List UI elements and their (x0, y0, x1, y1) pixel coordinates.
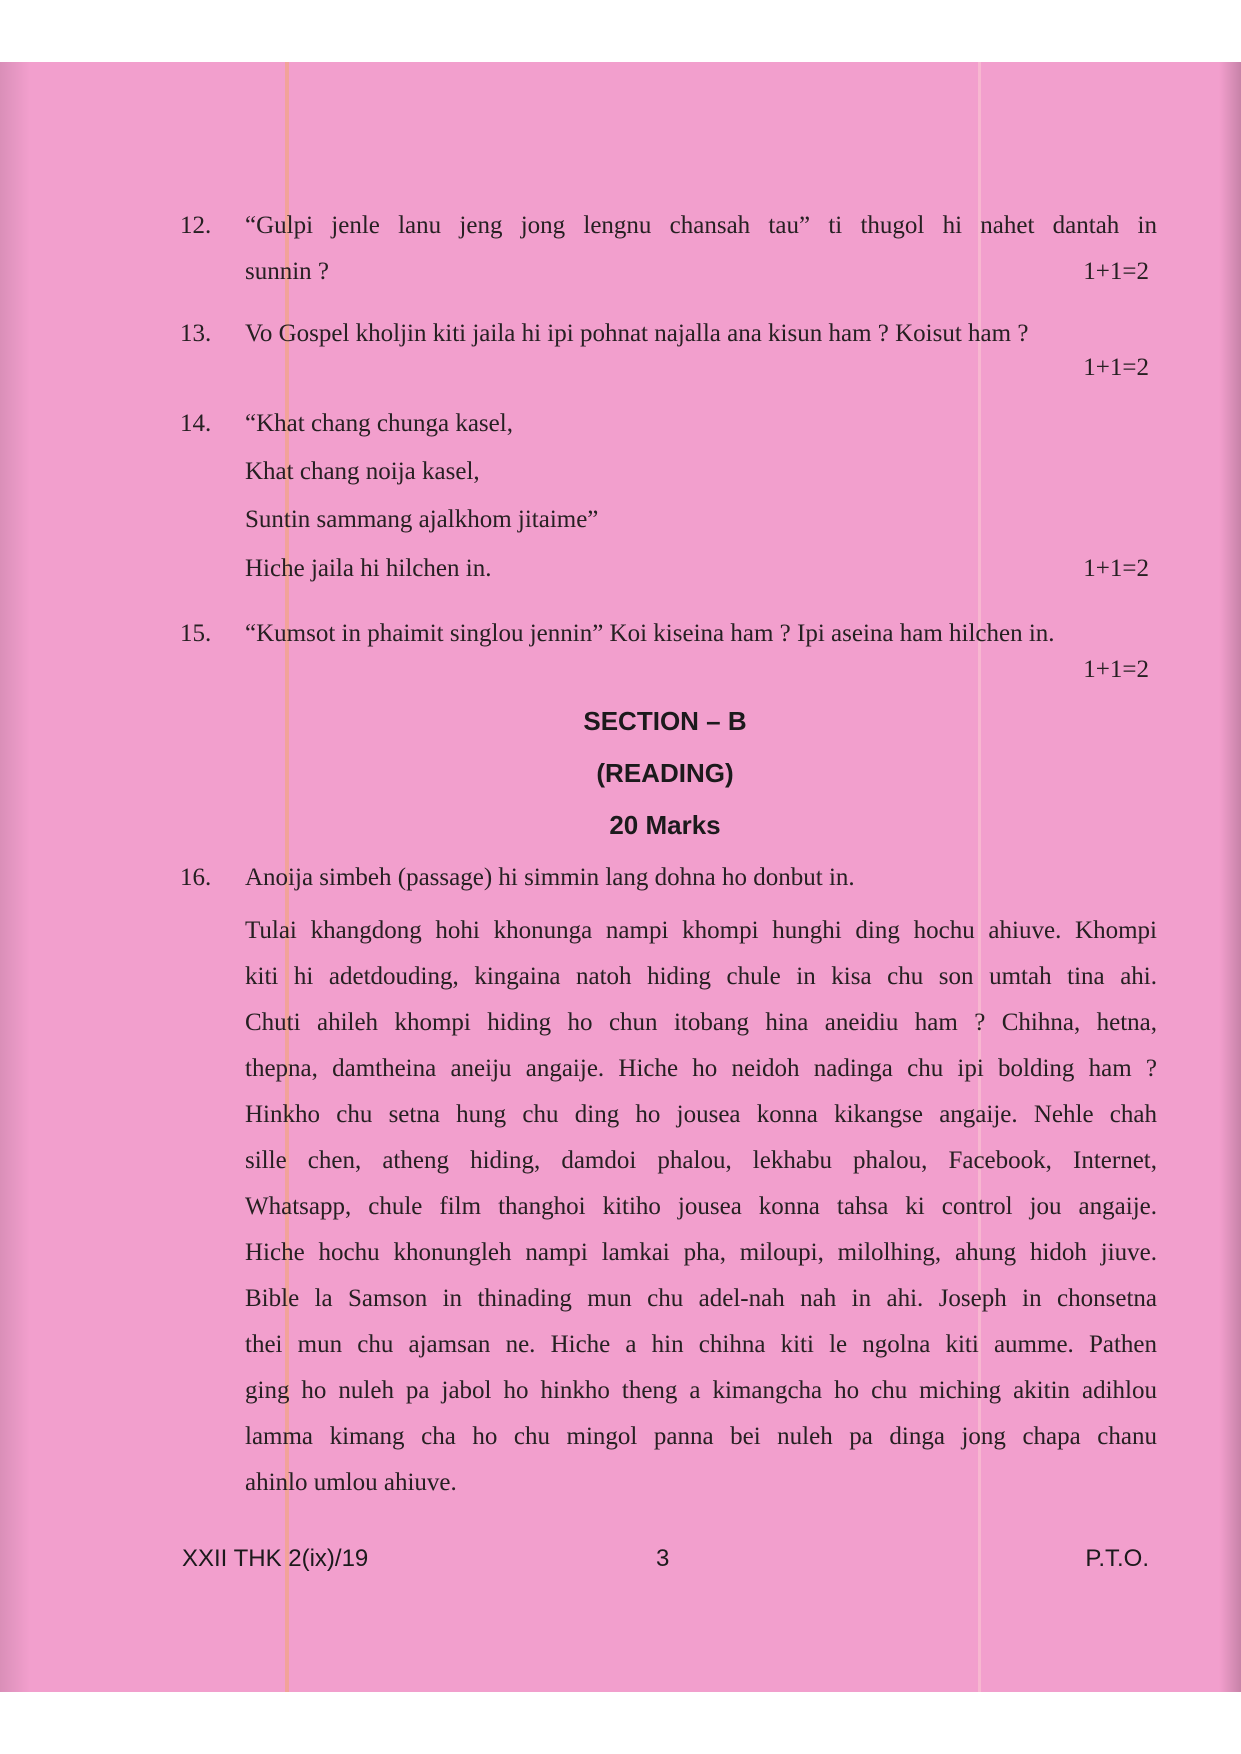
section-title: SECTION – B (583, 706, 747, 736)
passage-line: Tulai khangdong hohi khonunga nampi khompi hunghi ding hochu ahiuve. Khompi (245, 917, 1157, 944)
question-text-line: Vo Gospel kholjin kiti jaila hi ipi pohnat najalla ana kisun ham ? Koisut ham ? (245, 320, 1029, 347)
question-number: 15. (180, 620, 212, 647)
passage-line: sille chen, atheng hiding, damdoi phalou, lekhabu phalou, Facebook, Internet, (245, 1147, 1157, 1174)
passage-line: kiti hi adetdouding, kingaina natoh hiding chule in kisa chu son umtah tina ahi. (245, 963, 1157, 990)
question-number: 12. (180, 212, 212, 239)
question-marks: 1+1=2 (1083, 354, 1149, 381)
question-number: 16. (180, 864, 212, 891)
question-marks: 1+1=2 (1083, 656, 1149, 683)
passage-line: lamma kimang cha ho chu mingol panna bei nuleh pa dinga jong chapa chanu (245, 1423, 1157, 1450)
reading-passage (245, 908, 1157, 1506)
passage-line: Bible la Samson in thinading mun chu adel-nah nah in ahi. Joseph in chonsetna (245, 1285, 1157, 1312)
page-number: 3 (656, 1545, 670, 1572)
question-marks: 1+1=2 (1083, 555, 1149, 582)
poem-line: Khat chang noija kasel, (245, 458, 480, 485)
page-edge-shadow-right (1219, 62, 1241, 1692)
poem-line: Suntin sammang ajalkhom jitaime” (245, 506, 599, 533)
question-instruction: Anoija simbeh (passage) hi simmin lang dohna ho donbut in. (245, 864, 855, 891)
page-edge-shadow-left (0, 62, 30, 1692)
question-number: 13. (180, 320, 212, 347)
question-text-line: Hiche jaila hi hilchen in. (245, 555, 492, 582)
passage-line: Chuti ahileh khompi hiding ho chun itobang hina aneidiu ham ? Chihna, hetna, (245, 1009, 1157, 1036)
question-number: 14. (180, 410, 212, 437)
section-subtitle: (READING) (596, 758, 734, 788)
poem-line: “Khat chang chunga kasel, (245, 410, 513, 437)
passage-line: ahinlo umlou ahiuve. (245, 1469, 457, 1496)
question-text-line: sunnin ? (245, 258, 330, 285)
question-marks: 1+1=2 (1083, 258, 1149, 285)
please-turn-over: P.T.O. (1085, 1545, 1149, 1572)
passage-line: Whatsapp, chule film thanghoi kitiho jousea konna tahsa ki control jou angaije. (245, 1193, 1157, 1220)
paper-code: XXII THK 2(ix)/19 (182, 1545, 369, 1572)
passage-line: ging ho nuleh pa jabol ho hinkho theng a kimangcha ho chu miching akitin adihlou (245, 1377, 1157, 1404)
passage-line: thepna, damtheina aneiju angaije. Hiche ho neidoh nadinga chu ipi bolding ham ? (245, 1055, 1157, 1082)
section-marks: 20 Marks (609, 810, 721, 840)
passage-line: Hiche hochu khonungleh nampi lamkai pha, miloupi, milolhing, ahung hidoh jiuve. (245, 1239, 1157, 1266)
question-text-line: “Gulpi jenle lanu jeng jong lengnu chansah tau” ti thugol hi nahet dantah in (245, 212, 1157, 239)
passage-line: thei mun chu ajamsan ne. Hiche a hin chihna kiti le ngolna kiti aumme. Pathen (245, 1331, 1157, 1358)
question-text-line: “Kumsot in phaimit singlou jennin” Koi kiseina ham ? Ipi aseina ham hilchen in. (245, 620, 1055, 647)
passage-line: Hinkho chu setna hung chu ding ho jousea konna kikangse angaije. Nehle chah (245, 1101, 1157, 1128)
